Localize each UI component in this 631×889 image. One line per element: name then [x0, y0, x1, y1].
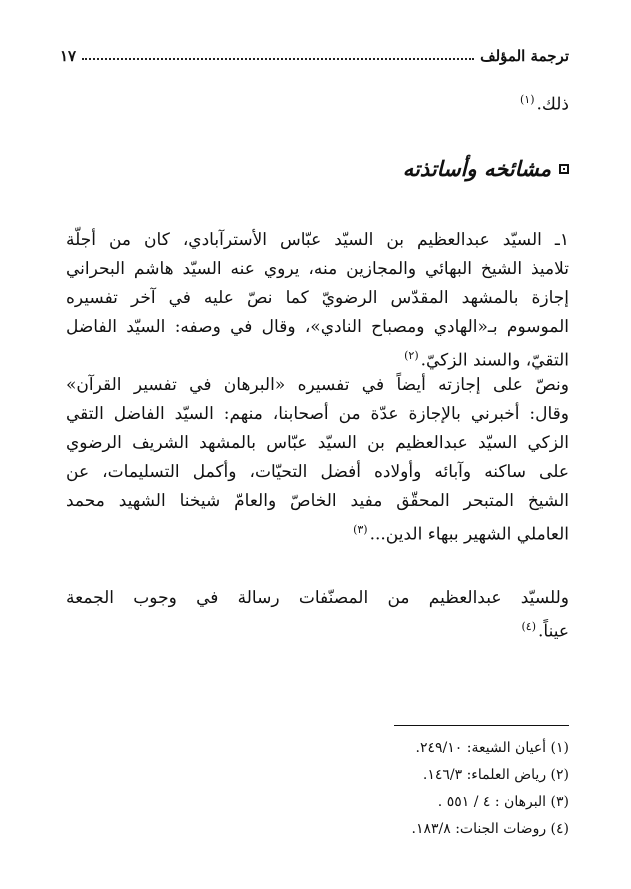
footnote-ref-1: (١): [520, 93, 535, 106]
body-line-11: [66, 518, 569, 547]
body-line-2: تلاميذ الشيخ البهائي والمجازين منه، يروي عنه السيّد هاشم البحراني: [66, 259, 569, 279]
footnote-1: (١) أعيان الشيعة: ٢٤٩/١٠.: [415, 740, 569, 756]
running-header-title: ترجمة المؤلف: [480, 47, 569, 65]
footnote-3: (٣) البرهان : ٤ / ٥٥١ .: [437, 794, 569, 810]
footnote-4: (٤) روضات الجنات: ١٨٣/٨.: [411, 821, 569, 837]
body-line-8: الزكي السيّد عبدالعظيم بن السيّد عبّاس بالمشهد الشريف الرضوي: [66, 433, 569, 453]
section-heading-text: مشائخه وأساتذته: [402, 156, 551, 181]
body-line-12: وللسيّد عبدالعظيم من المصنّفات رسالة في وجوب الجمعة: [66, 588, 569, 608]
body-line-10: الشيخ المتبحر المحقّق مفيد الخاصّ والعامّ شيخنا الشهيد محمد: [66, 491, 569, 511]
body-line-9: على ساكنه وآبائه وأولاده أفضل التحيّات، وأكمل التسليمات، عن: [66, 462, 569, 482]
body-line-5: [66, 344, 569, 373]
running-header: [60, 42, 569, 70]
body-line-11-text: العاملي الشهير ببهاء الدين...: [369, 524, 569, 545]
square-bullet-icon: [559, 164, 569, 174]
body-line-13: [66, 615, 569, 644]
section-heading: [403, 156, 569, 181]
body-line-7: وقال: أخبرني بالإجازة عدّة من أصحابنا، منهم: السيّد الفاضل التقي: [66, 404, 569, 424]
footnote-ref-2: (٢): [404, 349, 419, 362]
body-line-13-text: عيناً.: [538, 621, 569, 642]
body-line-4: الموسوم بـ«الهادي ومصباح النادي»، وقال في وصفه: السيّد الفاضل: [66, 317, 569, 337]
body-line-1: ١ـ السيّد عبدالعظيم بن السيّد عبّاس الأسترآبادي، كان من أجلّة: [66, 230, 569, 250]
body-line-5-text: التقيّ، والسند الزكيّ.: [420, 350, 569, 371]
footnote-ref-4: (٤): [521, 620, 536, 633]
body-line-3: إجازة بالمشهد المقدّس الرضويّ كما نصّ عليه في آخر تفسيره: [66, 288, 569, 308]
header-dot-leader: [82, 58, 474, 60]
footnote-ref-3: (٣): [353, 523, 368, 536]
intro-line: [66, 88, 569, 117]
body-line-6: ونصّ على إجازته أيضاً في تفسيره «البرهان في تفسير القرآن»: [66, 375, 569, 395]
footnote-2: (٢) رياض العلماء: ١٤٦/٣.: [422, 767, 569, 783]
page-number: ١٧: [60, 47, 77, 65]
intro-text: ذلك.: [536, 94, 569, 115]
footnote-separator: [394, 725, 569, 726]
